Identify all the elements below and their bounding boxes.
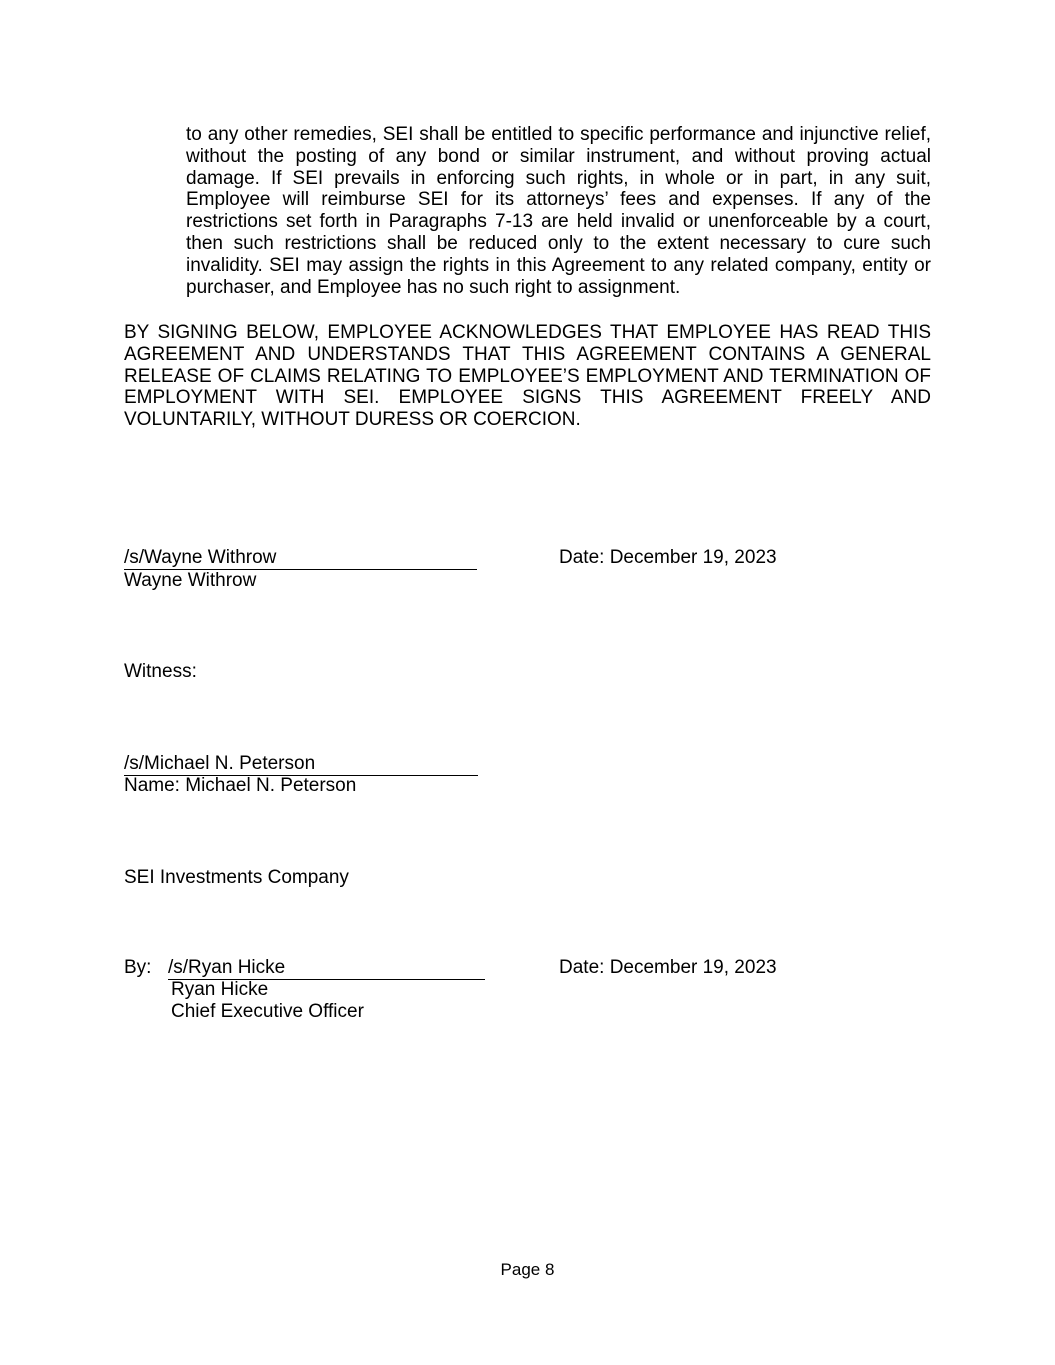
company-by-label: By: bbox=[124, 957, 152, 978]
company-signature: /s/Ryan Hicke bbox=[168, 957, 286, 978]
employee-signature: /s/Wayne Withrow bbox=[124, 547, 277, 568]
company-signature-date: Date: December 19, 2023 bbox=[559, 957, 777, 978]
employee-signature-line bbox=[124, 547, 477, 570]
company-signer-title: Chief Executive Officer bbox=[171, 1001, 364, 1022]
witness-name: Name: Michael N. Peterson bbox=[124, 775, 357, 796]
page-number: Page 8 bbox=[500, 1260, 555, 1279]
company-signature-line bbox=[168, 957, 485, 980]
employee-name: Wayne Withrow bbox=[124, 570, 257, 591]
company-signer-name: Ryan Hicke bbox=[171, 979, 269, 1000]
employee-signature-date: Date: December 19, 2023 bbox=[559, 547, 777, 568]
company-name: SEI Investments Company bbox=[124, 867, 349, 888]
witness-signature: /s/Michael N. Peterson bbox=[124, 753, 316, 774]
witness-signature-line bbox=[124, 753, 478, 776]
acknowledgement-paragraph: BY SIGNING BELOW, EMPLOYEE ACKNOWLEDGES THAT EMPLOYEE HAS READ THIS AGREEMENT AND UNDERSTANDS THAT THIS AGREEMENT CONTAINS A GENERAL RELEASE OF CLAIMS RELATING TO EMPLOYEE’S EMPLOYMENT AND TERMINATION OF EMPLOYMENT WITH SEI. EMPLOYEE SIGNS THIS AGREEMENT FREELY AND VOLUNTARILY, WITHOUT DURESS OR COERCION. bbox=[124, 322, 931, 431]
continuation-paragraph: to any other remedies, SEI shall be entitled to specific performance and injunctive relief, without the posting of any bond or similar instrument, and without proving actual damage. If SEI prevails in enforcing such rights, in whole or in part, in any suit, Employee will reimburse SEI for its attorneys’ fees and expenses. If any of the restrictions set forth in Paragraphs 7-13 are held invalid or unenforceable by a court, then such restrictions shall be reduced only to the extent necessary to cure such invalidity. SEI may assign the rights in this Agreement to any related company, entity or purchaser, and Employee has no such right to assignment. bbox=[186, 124, 931, 298]
witness-label: Witness: bbox=[124, 661, 197, 682]
